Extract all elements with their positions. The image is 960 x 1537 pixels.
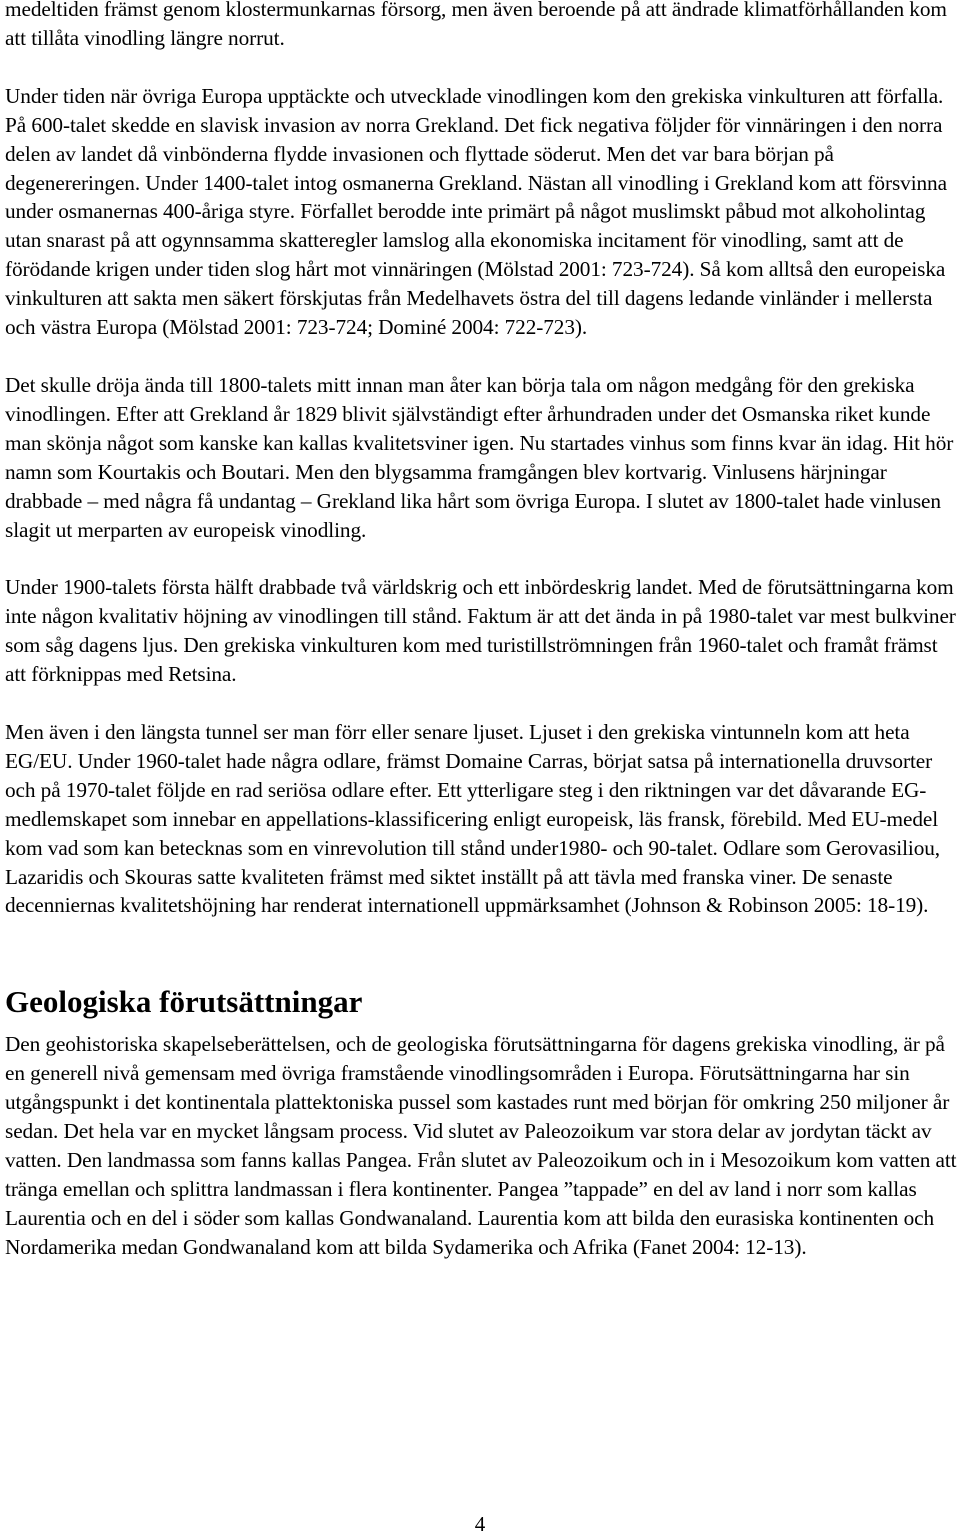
paragraph-4: Under 1900-talets första hälft drabbade två världskrig och ett inbördeskrig landet. Med de förutsättningarna kom inte någon kvalitativ höjning av vinodlingen till stånd. Faktum är att det ända in på 1980-talet var mest bulkviner som såg dagens ljus. Den grekiska vinkulturen kom med turistillströmningen från 1960-talet och framåt främst att förknippas med Retsina.	[5, 575, 956, 687]
section-heading: Geologiska förutsättningar	[5, 984, 363, 1020]
paragraph-5: Men även i den längsta tunnel ser man förr eller senare ljuset. Ljuset i den grekiska vintunneln kom att heta EG/EU. Under 1960-talet hade några odlare, främst Domaine Carras, börjat satsa på internationella druvsorter och på 1970-talet följde en rad seriösa odlare efter. Ett ytterligare steg i den riktningen var det dåvarande EG-medlemskapet som innebar en appellations-klassificering enligt europeisk, läs fransk, förebild. Med EU-medel kom vad som kan betecknas som en vinrevolution till stånd under1980- och 90-talet. Odlare som Gerovasiliou, Lazaridis och Skouras satte kvaliteten främst med siktet inställt på att tävla med franska viner. De senaste decenniernas kvalitetshöjning har renderat internationell uppmärksamhet (Johnson & Robinson 2005: 18-19).	[5, 720, 941, 918]
paragraph-2: Under tiden när övriga Europa upptäckte och utvecklade vinodlingen kom den grekiska vinkulturen att förfalla. På 600-talet skedde en slavisk invasion av norra Grekland. Det fick negativa följder för vinnäringen i den norra delen av landet då vinbönderna flydde invasionen och flyttade söderut. Men det var bara början på degenereringen. Under 1400-talet intog osmanerna Grekland. Nästan all vinodling i Grekland kom att försvinna under osmanernas 400-åriga styre. Förfallet berodde inte primärt på något muslimskt påbud mot alkoholintag utan snarast på att ogynnsamma skatteregler lamslog alla ekonomiska incitament för vinodling, samt att de förödande krigen under tiden slog hårt mot vinnäringen (Mölstad 2001: 723-724). Så kom alltså den europeiska vinkulturen att sakta men säkert förskjutas från Medelhavets östra del till dagens ledande vinländer i mellersta och västra Europa (Mölstad 2001: 723-724; Dominé 2004: 722-723).	[5, 83, 947, 340]
paragraph-1: medeltiden främst genom klostermunkarnas försorg, men även beroende på att ändrade klimatförhållanden kom att tillåta vinodling längre norrut.	[5, 0, 947, 50]
paragraph-3: Det skulle dröja ända till 1800-talets mitt innan man åter kan börja tala om någon medgång för den grekiska vinodlingen. Efter att Grekland år 1829 blivit självständigt efter århundraden under det Osmanska riket kunde man skönja något som kanske kan kallas kvalitetsviner igen. Nu startades vinhus som finns kvar än idag. Hit hör namn som Kourtakis och Boutari. Men den blygsamma framgången blev kortvarig. Vinlusens härjningar drabbade – med några få undantag – Grekland lika hårt som övriga Europa. I slutet av 1800-talet hade vinlusen slagit ut merparten av europeisk vinodling.	[5, 372, 954, 542]
paragraph-6: Den geohistoriska skapelseberättelsen, och de geologiska förutsättningarna för dagens grekiska vinodling, är på en generell nivå gemensam med övriga framstående vinodlingsområden i Europa. Förutsättningarna har sin utgångspunkt i det kontinentala plattektoniska pussel som kastades runt med början för omkring 250 miljoner år sedan. Det hela var en mycket långsam process. Vid slutet av Paleozoikum var stora delar av jordytan täckt av vatten. Den landmassa som fanns kallas Pangea. Från slutet av Paleozoikum och in i Mesozoikum kom vatten att tränga emellan och splittra landmassan i flera kontinenter. Pangea ”tappade” en del av land i norr som kallas Laurentia och en del i söder som kallas Gondwanaland. Laurentia kom att bilda den eurasiska kontinenten och Nordamerika medan Gondwanaland kom att bilda Sydamerika och Afrika (Fanet 2004: 12-13).	[5, 1032, 957, 1259]
page-number: 4	[474, 1512, 486, 1536]
document-page	[5, 0, 957, 1262]
